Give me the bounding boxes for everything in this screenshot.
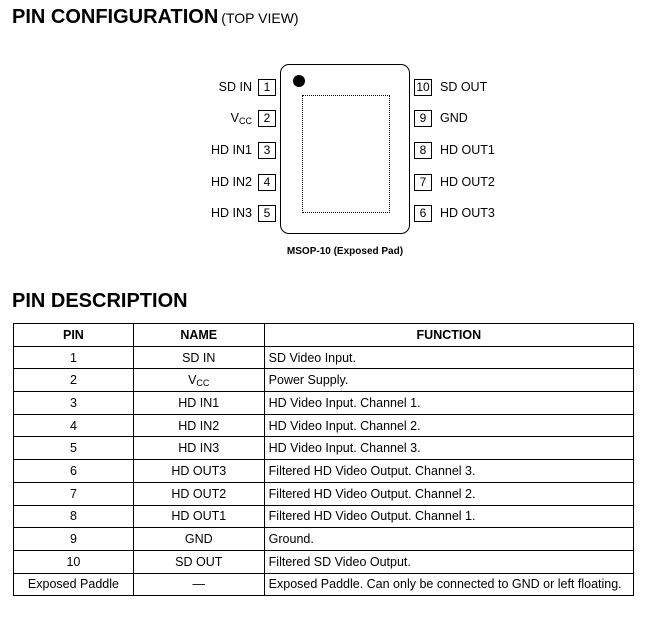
function-cell: Filtered HD Video Output. Channel 1. [264,505,633,528]
pin-configuration-heading [12,6,299,29]
function-cell: HD Video Input. Channel 2. [264,414,633,437]
table-row [14,392,634,415]
pin-cell: 4 [14,414,134,437]
pin-number-box: 6 [414,205,432,222]
pin-cell: 9 [14,528,134,551]
pin-cell: 6 [14,460,134,483]
pin-label: HD OUT3 [440,206,495,220]
pin-cell: 10 [14,550,134,573]
table-row [14,482,634,505]
top-view-subtitle: (TOP VIEW) [221,10,299,26]
pin-number-box: 5 [258,205,276,222]
function-cell: Filtered SD Video Output. [264,550,633,573]
pin-description-table [13,323,634,596]
pin-label: HD OUT2 [440,175,495,189]
pin-label: $V_{CC}$ [230,111,252,126]
pin-number-box: 3 [258,142,276,159]
pin-description-heading: PIN DESCRIPTION [12,290,188,312]
table-row [14,460,634,483]
header-name: NAME [133,324,264,347]
pin-label: HD IN1 [211,143,252,157]
pin-label: HD OUT1 [440,143,495,157]
table-row [14,414,634,437]
pin-label: SD OUT [440,80,488,94]
pin-cell: 8 [14,505,134,528]
pin-number-box: 10 [414,79,432,96]
pin-number-box: 1 [258,79,276,96]
table-row [14,346,634,369]
pin-number-box: 9 [414,110,432,127]
package-caption: MSOP-10 (Exposed Pad) [286,246,404,257]
pin1-marker-dot [293,75,305,87]
name-cell: HD IN1 [133,392,264,415]
name-cell: HD IN2 [133,414,264,437]
name-cell: GND [133,528,264,551]
pin-cell: 2 [14,369,134,392]
name-cell: SD IN [133,346,264,369]
table-row [14,573,634,596]
function-cell: Filtered HD Video Output. Channel 2. [264,482,633,505]
name-cell: $V_{CC}$ [133,369,264,392]
pin-number-box: 7 [414,174,432,191]
pin-number-box: 2 [258,110,276,127]
table-row [14,528,634,551]
pin-label: GND [440,111,468,125]
table-row [14,437,634,460]
pin-label: SD IN [218,80,252,94]
function-cell: Exposed Paddle. Can only be connected to GND or left floating. [264,573,633,596]
ic-package-outline [280,64,410,234]
function-cell: SD Video Input. [264,346,633,369]
name-cell: — [133,573,264,596]
pin-label: HD IN3 [211,206,252,220]
pin-cell: 7 [14,482,134,505]
table-row [14,369,634,392]
function-cell: Filtered HD Video Output. Channel 3. [264,460,633,483]
name-cell: HD IN3 [133,437,264,460]
header-pin: PIN [14,324,134,347]
table-row [14,505,634,528]
name-cell: HD OUT2 [133,482,264,505]
pin-cell: Exposed Paddle [14,573,134,596]
name-cell: SD OUT [133,550,264,573]
pin-cell: 5 [14,437,134,460]
table-row [14,550,634,573]
pin-cell: 1 [14,346,134,369]
function-cell: HD Video Input. Channel 3. [264,437,633,460]
pin-number-box: 4 [258,174,276,191]
pin-number-box: 8 [414,142,432,159]
pin-cell: 3 [14,392,134,415]
function-cell: Power Supply. [264,369,633,392]
exposed-pad-outline [302,95,390,213]
name-cell: HD OUT1 [133,505,264,528]
pin-configuration-title: PIN CONFIGURATION [12,6,219,28]
header-function: FUNCTION [264,324,633,347]
name-cell: HD OUT3 [133,460,264,483]
pin-label: HD IN2 [211,175,252,189]
table-header-row [14,324,634,347]
function-cell: Ground. [264,528,633,551]
function-cell: HD Video Input. Channel 1. [264,392,633,415]
